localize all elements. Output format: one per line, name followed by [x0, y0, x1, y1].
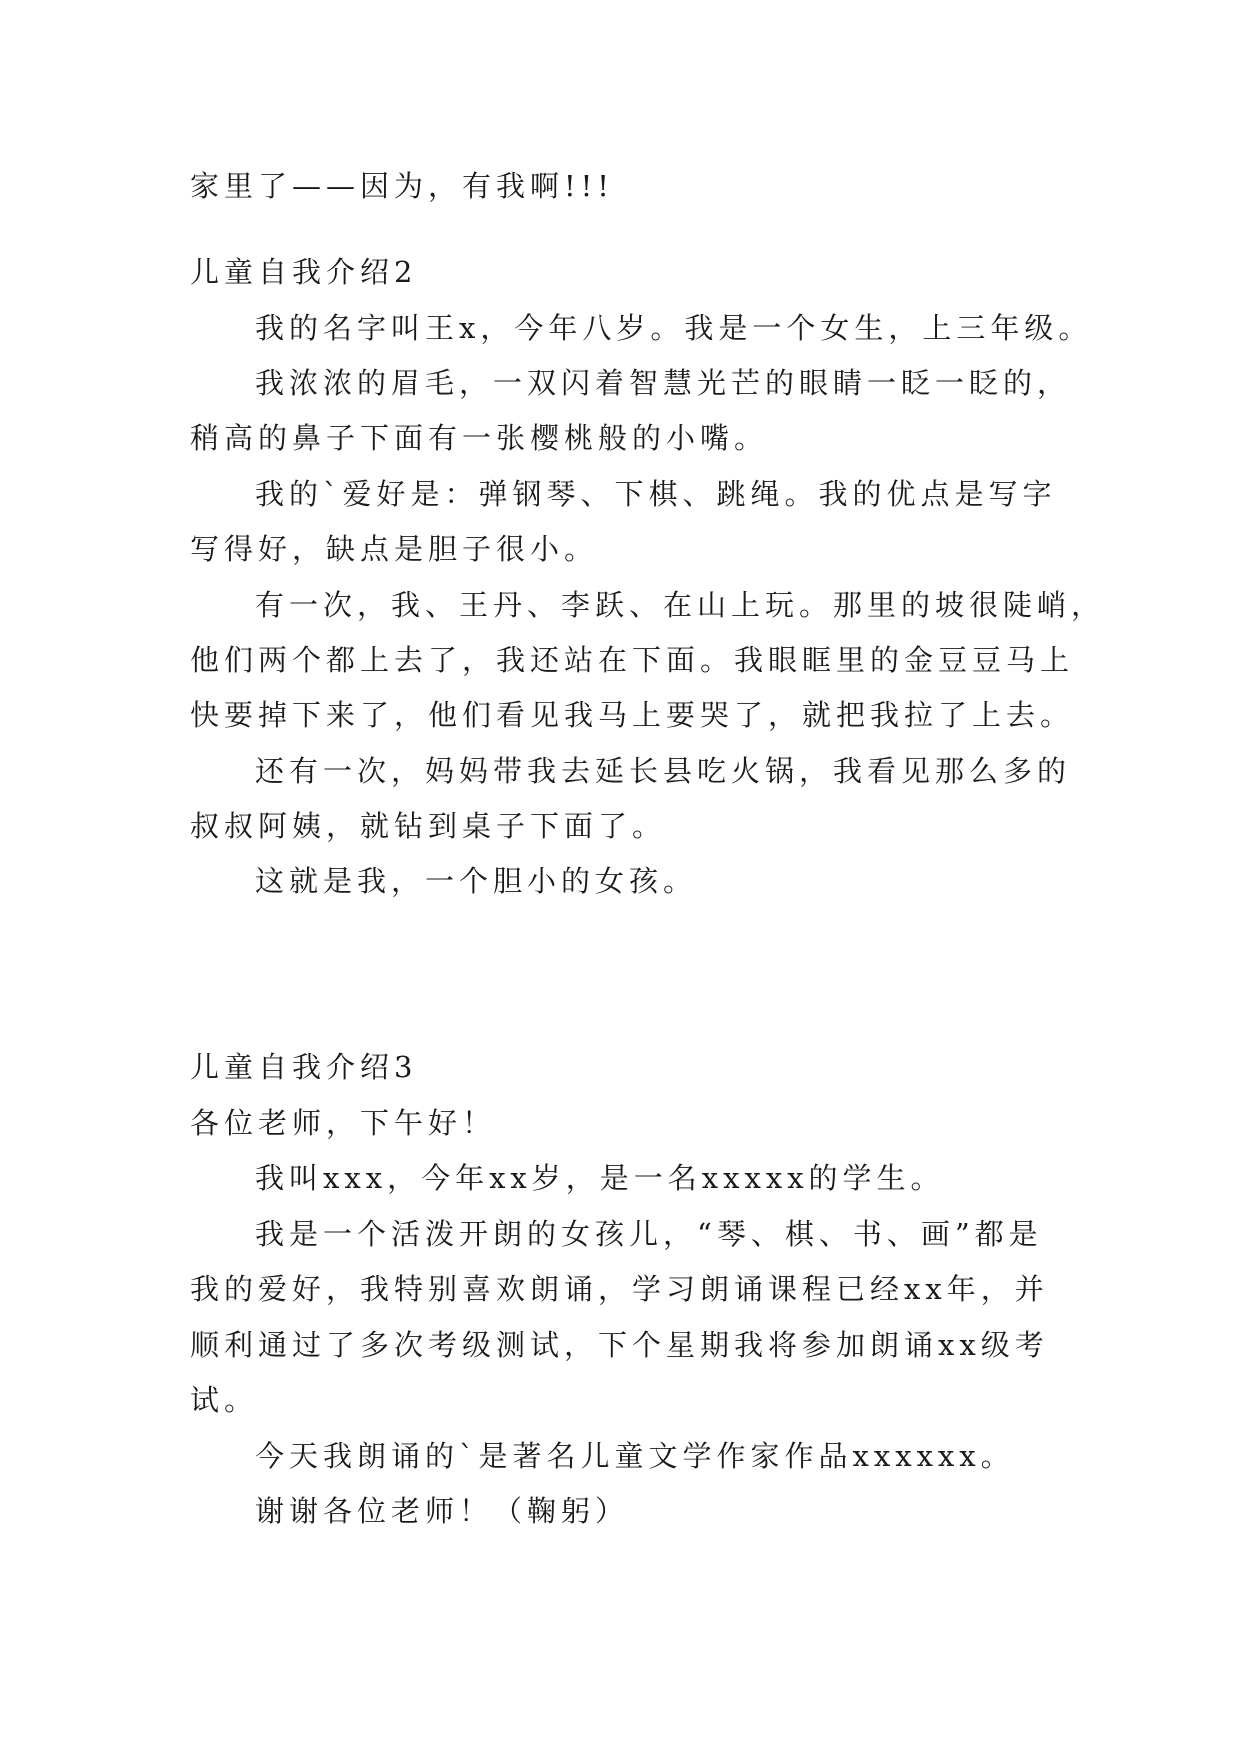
paragraph-line: 这就是我，一个胆小的女孩。: [255, 864, 698, 898]
paragraph-line: 试。: [190, 1383, 259, 1417]
paragraph-line: 快要掉下来了，他们看见我马上要哭了，就把我拉了上去。: [190, 698, 1075, 732]
paragraph-line: 我的`爱好是：弹钢琴、下棋、跳绳。我的优点是写字: [255, 477, 1057, 511]
paragraph-line: 谢谢各位老师！（鞠躬）: [255, 1494, 630, 1528]
paragraph-line: 我叫xxx，今年xx岁，是一名xxxxx的学生。: [255, 1161, 945, 1195]
paragraph-line: 他们两个都上去了，我还站在下面。我眼眶里的金豆豆马上: [190, 643, 1075, 677]
paragraph-line: 稍高的鼻子下面有一张樱桃般的小嘴。: [190, 421, 769, 455]
paragraph-line: 还有一次，妈妈带我去延长县吃火锅，我看见那么多的: [255, 754, 1072, 788]
paragraph-line: 各位老师，下午好！: [190, 1106, 497, 1140]
paragraph-line: 顺利通过了多次考级测试，下个星期我将参加朗诵xx级考: [190, 1328, 1049, 1362]
section-heading: 儿童自我介绍3: [190, 1050, 418, 1084]
paragraph-line: 有一次，我、王丹、李跃、在山上玩。那里的坡很陡峭，: [255, 588, 1106, 622]
paragraph-line: 我是一个活泼开朗的女孩儿，“琴、棋、书、画”都是: [255, 1217, 1043, 1251]
paragraph-line: 我的名字叫王x，今年八岁。我是一个女生，上三年级。: [255, 311, 1093, 345]
paragraph-line: 我浓浓的眉毛，一双闪着智慧光芒的眼睛一眨一眨的，: [255, 366, 1072, 400]
paragraph-line: 写得好，缺点是胆子很小。: [190, 532, 599, 566]
paragraph-line: 家里了——因为，有我啊!!!: [190, 169, 614, 203]
section-heading: 儿童自我介绍2: [190, 255, 418, 289]
paragraph-line: 今天我朗诵的`是著名儿童文学作家作品xxxxxx。: [255, 1439, 1015, 1473]
paragraph-line: 我的爱好，我特别喜欢朗诵，学习朗诵课程已经xx年，并: [190, 1272, 1049, 1306]
paragraph-line: 叔叔阿姨，就钻到桌子下面了。: [190, 809, 667, 843]
